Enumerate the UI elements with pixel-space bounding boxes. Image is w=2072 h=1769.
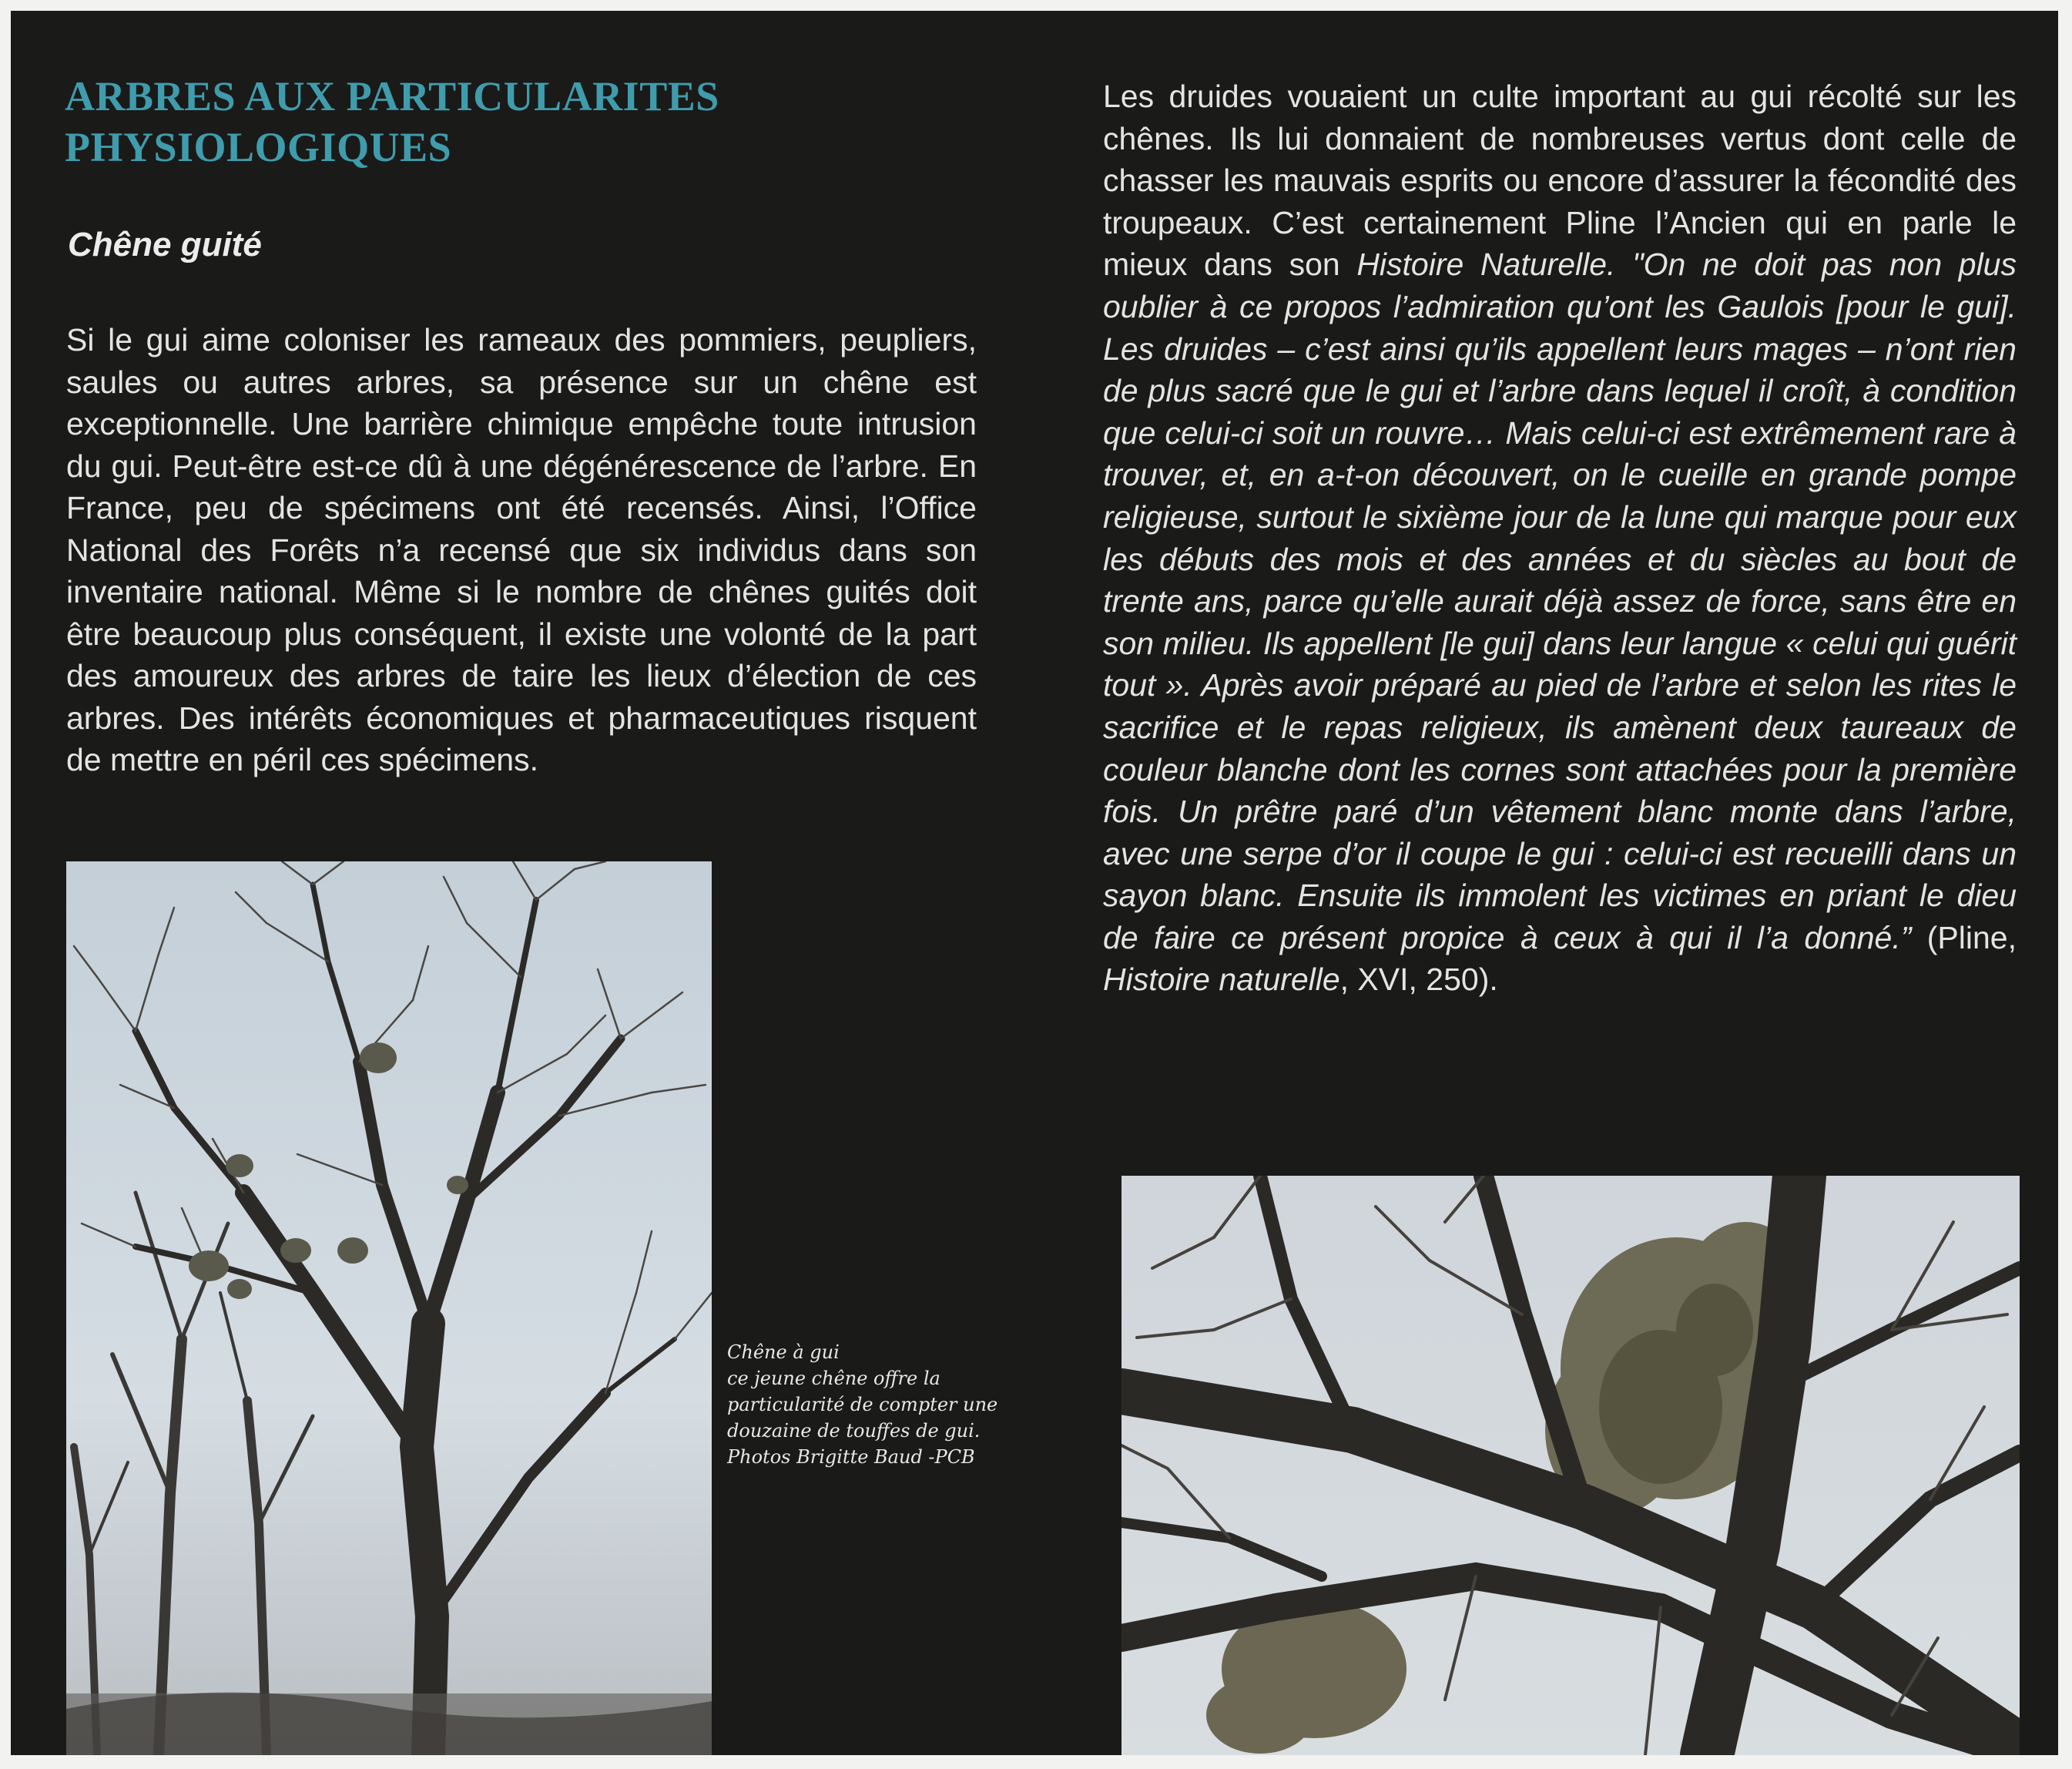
section-subtitle: Chêne guité: [68, 226, 262, 264]
citation-open: (Pline,: [1911, 919, 2017, 955]
citation-close: , XVI, 250).: [1339, 962, 1498, 998]
brochure-page: [11, 11, 2058, 1755]
right-intro: Les druides vouaient un culte important au gui récolté sur les chênes. Ils lui donnaient de nombreuses vertus dont celle de chasser les mauvais esprits ou encore d’assurer la fécondité des troupeaux. C’est certainement Pline l’Ancien qui en parle le mieux dans son: [1103, 79, 2017, 283]
mistletoe-closeup-photo: [1121, 1176, 2020, 1755]
oak-tree-photo: [66, 861, 712, 1755]
caption-line-2: ce jeune chêne offre la: [727, 1368, 940, 1389]
right-intro-book-title: Histoire Naturelle.: [1356, 247, 1616, 283]
caption-credit: Photos Brigitte Baud -PCB: [727, 1446, 975, 1468]
photo-caption: [727, 1339, 1128, 1470]
pliny-quote: "On ne doit pas non plus oublier à ce propos l’admiration qu’ont les Gaulois [pour le gui]. Les druides – c’est ainsi qu’ils appellent leurs mages – n’ont rien de plus sacré que le gui et l’arbre dans lequel il croît, à condition que celui-ci soit un rouvre… Mais celui-ci est extrêmement rare à trouver, et, en a-t-on découvert, on le cueille en grande pompe religieuse, surtout le sixième jour de la lune qui marque pour eux les débuts des mois et des années et du siècles au bout de trente ans, parce qu’elle aurait déjà assez de force, sans être en son milieu. Ils appellent [le gui] dans leur langue « celui qui guérit tout ». Après avoir préparé au pied de l’arbre et selon les rites le sacrifice et le repas religieux, ils amènent deux taureaux de couleur blanche dont les cornes sont attachées pour la première fois. Un prêtre paré d’un vêtement blanc monte dans l’arbre, avec une serpe d’or il coupe le gui : celui-ci est recueilli dans un sayon blanc. Ensuite ils immolent les victimes en priant le dieu de faire ce présent propice à ceux à qui il l’a donné.”: [1103, 247, 2017, 955]
oak-tree-illustration: [66, 861, 712, 1755]
citation-book-title: Histoire naturelle: [1103, 962, 1340, 998]
caption-line-4: douzaine de touffes de gui.: [727, 1420, 981, 1442]
mistletoe-closeup-illustration: [1121, 1176, 2020, 1755]
left-paragraph: Si le gui aime coloniser les rameaux des pommiers, peupliers, saules ou autres arbres, sa présence sur un chêne est exceptionnelle. Une barrière chimique empêche toute intrusion du gui. Peut-être est-ce dû à une dégénérescence de l’arbre. En France, peu de spécimens ont été recensés. Ainsi, l’Office National des Forêts n’a recensé que six individus dans son inventaire national. Même si le nombre de chênes guités doit être beaucoup plus conséquent, il existe une volonté de la part des amoureux des arbres de taire les lieux d’élection de ces arbres. Des intérêts économiques et pharmaceutiques risquent de mettre en péril ces spécimens.: [66, 322, 977, 777]
caption-line-1: Chêne à gui: [727, 1341, 840, 1363]
caption-line-3: particularité de compter une: [727, 1394, 998, 1415]
page-title: ARBRES AUX PARTICULARITES PHYSIOLOGIQUES: [65, 73, 719, 170]
right-paragraph: [1103, 76, 2017, 1001]
